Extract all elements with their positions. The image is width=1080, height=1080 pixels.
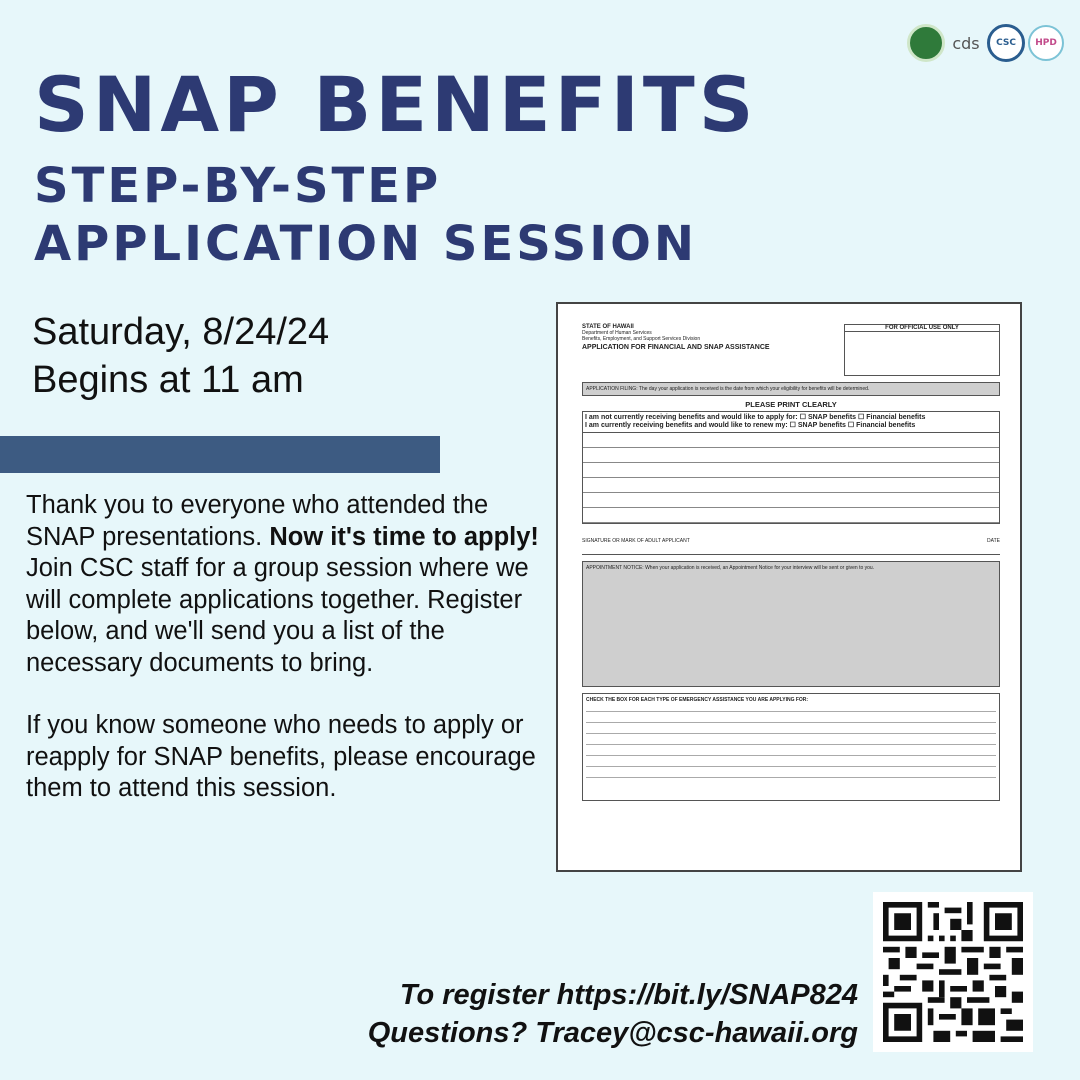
csc-logo: CSC: [987, 24, 1025, 62]
page-title: SNAP BENEFITS: [34, 60, 758, 149]
form-agency: [582, 324, 822, 376]
form-apply-new: I am not currently receiving benefits and would like to apply for: ☐ SNAP benefits ☐ Financial benefits: [585, 414, 926, 421]
form-fields: [582, 411, 1000, 524]
form-dept: Department of Human Services: [582, 330, 652, 336]
state-seal-logo: [907, 24, 945, 62]
event-time: Begins at 11 am: [32, 359, 304, 401]
registration-qr-code[interactable]: [873, 892, 1033, 1052]
intro-paragraph: [26, 490, 546, 679]
form-check-label: CHECK THE BOX FOR EACH TYPE OF EMERGENCY ASSISTANCE YOU ARE APPLYING FOR:: [586, 697, 809, 703]
form-line: [586, 769, 996, 778]
form-division: Benefits, Employment, and Support Services Division: [582, 336, 701, 342]
registration-info: [368, 976, 858, 1052]
subtitle-line-2: APPLICATION SESSION: [34, 216, 698, 272]
partner-logos: [907, 24, 1064, 62]
financial-option: Financial benefits: [866, 414, 926, 421]
subtitle-line-1: STEP-BY-STEP: [34, 158, 442, 214]
event-datetime: [32, 308, 329, 404]
register-link[interactable]: To register https://bit.ly/SNAP824: [399, 979, 858, 1011]
event-date: Saturday, 8/24/24: [32, 311, 330, 353]
encourage-paragraph: If you know someone who needs to apply or reapply for SNAP benefits, please encourage them to attend this session.: [26, 711, 536, 802]
form-date-label: DATE: [987, 538, 1000, 544]
form-notice-box: APPOINTMENT NOTICE: When your application is received, an Appointment Notice for your interview will be sent or given to you.: [582, 561, 1000, 687]
form-line: [586, 703, 996, 712]
form-line: [586, 714, 996, 723]
form-official-box: [844, 324, 1000, 376]
form-signature-row: [582, 538, 1000, 555]
form-state: STATE OF HAWAII: [582, 324, 634, 330]
apply-renew-label: I am currently receiving benefits and would like to renew my:: [585, 422, 788, 429]
form-header: [582, 324, 1000, 376]
snap-option-renew: SNAP benefits: [797, 422, 846, 429]
financial-option-renew: Financial benefits: [856, 422, 916, 429]
form-print-clearly: PLEASE PRINT CLEARLY: [745, 400, 837, 409]
form-row: [583, 433, 999, 448]
snap-option: SNAP benefits: [807, 414, 857, 421]
intro-text: Thank you to everyone who attended the SNAP presentations.: [26, 491, 489, 551]
contact-email[interactable]: Questions? Tracey@csc-hawaii.org: [367, 1017, 858, 1049]
form-emergency-box: [582, 693, 1000, 801]
application-form-image: [556, 302, 1022, 872]
form-row: [583, 493, 999, 508]
form-title: APPLICATION FOR FINANCIAL AND SNAP ASSISTANCE: [582, 344, 770, 351]
form-line: [586, 758, 996, 767]
form-apply-row: [583, 412, 999, 433]
form-official-label: FOR OFFICIAL USE ONLY: [845, 325, 999, 332]
form-apply-renew: I am currently receiving benefits and would like to renew my: ☐ SNAP benefits ☐ Financial benefits: [585, 422, 916, 429]
call-to-action: Now it's time to apply!: [269, 522, 539, 551]
form-row: [583, 463, 999, 478]
hpd-logo: HPD: [1028, 25, 1064, 61]
form-line: [586, 725, 996, 734]
apply-new-label: I am not currently receiving benefits and would like to apply for:: [585, 414, 798, 421]
qr-code-icon: [883, 902, 1023, 1042]
form-signature-label: SIGNATURE OR MARK OF ADULT APPLICANT: [582, 538, 690, 544]
form-filing-box: APPLICATION FILING: The day your application is received is the date from which your eligibility for benefits will be determined.: [582, 382, 1000, 396]
form-line: [586, 747, 996, 756]
form-row: [583, 478, 999, 493]
form-row: [583, 448, 999, 463]
cds-logo: cds: [952, 33, 980, 53]
body-text: [26, 490, 546, 836]
intro-text-cont: Join CSC staff for a group session where we will complete applications together. Register below, and we'll send you a list of the necessary documents to bring.: [26, 554, 529, 677]
accent-bar: [0, 436, 440, 473]
form-row: [583, 508, 999, 523]
form-line: [586, 736, 996, 745]
